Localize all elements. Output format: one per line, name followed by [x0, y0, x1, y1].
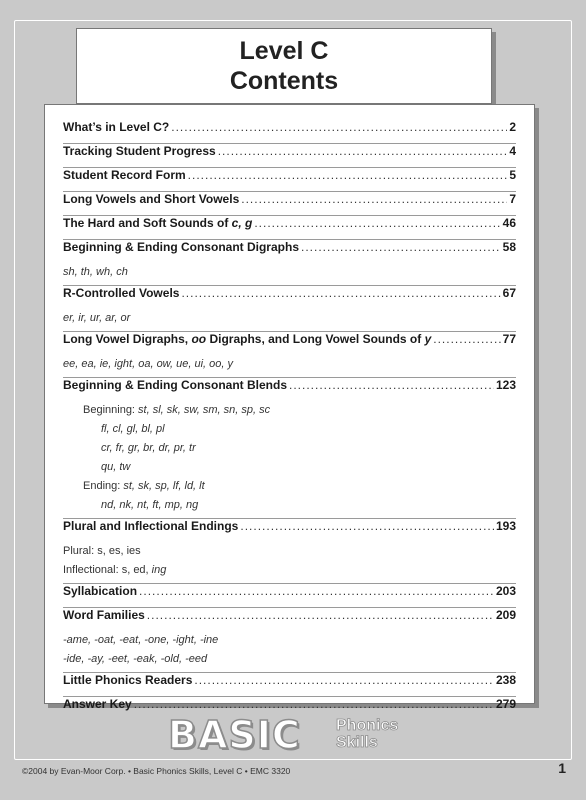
toc-entry-title: Long Vowels and Short Vowels [63, 192, 240, 206]
toc-row [63, 240, 516, 263]
toc-row [63, 584, 516, 607]
toc-row [63, 378, 516, 401]
toc-entry [63, 216, 516, 240]
toc-sub-prefix: Beginning: [83, 404, 139, 416]
toc-sub-text: st, sl, sk, sw, sm, sn, sp, sc [138, 404, 271, 416]
logo-basic-text: BASIC [168, 713, 301, 757]
toc-entry-title: Long Vowel Digraphs, oo Digraphs, and Long Vowel Sounds of y [63, 332, 432, 346]
toc-entry-title: Answer Key [63, 697, 132, 711]
toc-entry [63, 286, 516, 332]
toc-page-number: 238 [495, 673, 516, 687]
toc-page-number: 77 [502, 332, 516, 346]
toc-sub-text: s, es, ies [97, 545, 141, 557]
toc-sub-item [63, 631, 516, 650]
toc-leader-dots [171, 120, 507, 134]
toc-entry-title: Tracking Student Progress [63, 144, 216, 158]
toc-entry [63, 673, 516, 697]
toc-sublist [63, 263, 516, 285]
toc-row [63, 673, 516, 696]
toc-page-number: 279 [495, 697, 516, 711]
toc-entry-title: Word Families [63, 608, 145, 622]
toc-row [63, 286, 516, 309]
toc-sub-text: st, sk, sp, lf, ld, lt [123, 480, 205, 492]
toc-sub-text: -ame, -oat, -eat, -one, -ight, -ine [63, 634, 219, 646]
toc-sublist [63, 309, 516, 331]
toc-entry [63, 240, 516, 286]
toc-page-number: 58 [502, 240, 516, 254]
toc-row [63, 519, 516, 542]
toc-entry [63, 144, 516, 168]
toc-page-number: 193 [495, 519, 516, 533]
toc-leader-dots [134, 697, 494, 711]
toc-entry [63, 120, 516, 144]
logo-skills-text: Skills [336, 734, 378, 751]
toc-sub-item [63, 439, 516, 458]
toc-sub-item [63, 458, 516, 477]
toc-sub-text: ee, ea, ie, ight, oa, ow, ue, ui, oo, y [63, 358, 234, 370]
toc-sub-text: qu, tw [101, 461, 131, 473]
toc-row [63, 192, 516, 215]
toc-page-number: 67 [502, 286, 516, 300]
toc-entry-title: Beginning & Ending Consonant Digraphs [63, 240, 299, 254]
page-number: 1 [558, 760, 566, 776]
toc-row [63, 120, 516, 143]
toc-sub-text: nd, nk, nt, ft, mp, ng [101, 499, 199, 511]
toc-entry-title: The Hard and Soft Sounds of c, g [63, 216, 253, 230]
logo-phonics-text: Phonics [336, 717, 399, 734]
toc-leader-dots [254, 216, 500, 230]
toc-sub-item [63, 309, 516, 328]
toc-entry [63, 378, 516, 519]
toc-page-number: 203 [495, 584, 516, 598]
toc-entry-title: Beginning & Ending Consonant Blends [63, 378, 287, 392]
toc-sub-prefix: Inflectional: [63, 564, 122, 576]
toc-sub-text: fl, cl, gl, bl, pl [101, 423, 165, 435]
toc-entry-title: Student Record Form [63, 168, 186, 182]
toc-entry-title: Syllabication [63, 584, 138, 598]
toc-entry [63, 332, 516, 378]
toc-entry-title: Little Phonics Readers [63, 673, 193, 687]
toc-entry [63, 519, 516, 584]
toc-page-number: 5 [509, 168, 516, 182]
toc-page-number: 209 [495, 608, 516, 622]
page-title-level: Level C [239, 37, 329, 65]
toc-sub-item [63, 263, 516, 282]
toc-row [63, 168, 516, 191]
toc-sub-item [63, 420, 516, 439]
toc-sub-text: cr, fr, gr, br, dr, pr, tr [101, 442, 196, 454]
contents-panel [44, 104, 535, 711]
toc-sub-item [63, 650, 516, 669]
toc-sub-item [63, 542, 516, 561]
copyright-footer: ©2004 by Evan-Moor Corp. • Basic Phonics Skills, Level C • EMC 3320 [22, 766, 291, 776]
toc-leader-dots [218, 144, 508, 158]
toc-leader-dots [433, 332, 500, 346]
toc-leader-dots [241, 192, 507, 206]
toc-sub-prefix: Ending: [83, 480, 124, 492]
toc-leader-dots [289, 378, 494, 392]
toc-entry [63, 584, 516, 608]
toc-leader-dots [240, 519, 494, 533]
toc-page-number: 2 [509, 120, 516, 134]
title-box [76, 28, 492, 104]
toc-sub-suffix: ing [151, 564, 167, 576]
toc-page-number: 123 [495, 378, 516, 392]
toc-sub-text: sh, th, wh, ch [63, 266, 128, 278]
toc-entry [63, 168, 516, 192]
toc-entry-title: What’s in Level C? [63, 120, 170, 134]
toc-sub-item [63, 561, 516, 580]
toc-page-number: 7 [509, 192, 516, 206]
toc-leader-dots [194, 673, 494, 687]
basic-phonics-skills-logo [168, 712, 428, 758]
toc-sublist [63, 631, 516, 672]
toc-leader-dots [301, 240, 501, 254]
toc-sub-text: er, ir, ur, ar, or [63, 312, 131, 324]
table-of-contents [63, 120, 516, 720]
toc-sublist [63, 401, 516, 518]
toc-sub-text: -ide, -ay, -eet, -eak, -old, -eed [63, 653, 208, 665]
toc-sub-item [63, 496, 516, 515]
toc-row [63, 608, 516, 631]
toc-sub-text: s, ed, [121, 564, 152, 576]
toc-entry-title: R-Controlled Vowels [63, 286, 180, 300]
toc-sublist [63, 542, 516, 583]
toc-page-number: 46 [502, 216, 516, 230]
toc-sub-item [63, 355, 516, 374]
toc-row [63, 216, 516, 239]
toc-row [63, 144, 516, 167]
toc-entry-title: Plural and Inflectional Endings [63, 519, 239, 533]
toc-leader-dots [188, 168, 508, 182]
toc-sub-item [63, 401, 516, 420]
toc-leader-dots [181, 286, 500, 300]
toc-entry [63, 608, 516, 673]
toc-sub-item [63, 477, 516, 496]
toc-row [63, 332, 516, 355]
toc-leader-dots [147, 608, 494, 622]
toc-sublist [63, 355, 516, 377]
toc-entry [63, 192, 516, 216]
toc-page-number: 4 [509, 144, 516, 158]
toc-sub-prefix: Plural: [63, 545, 98, 557]
toc-leader-dots [139, 584, 494, 598]
page-title-contents: Contents [229, 67, 339, 95]
